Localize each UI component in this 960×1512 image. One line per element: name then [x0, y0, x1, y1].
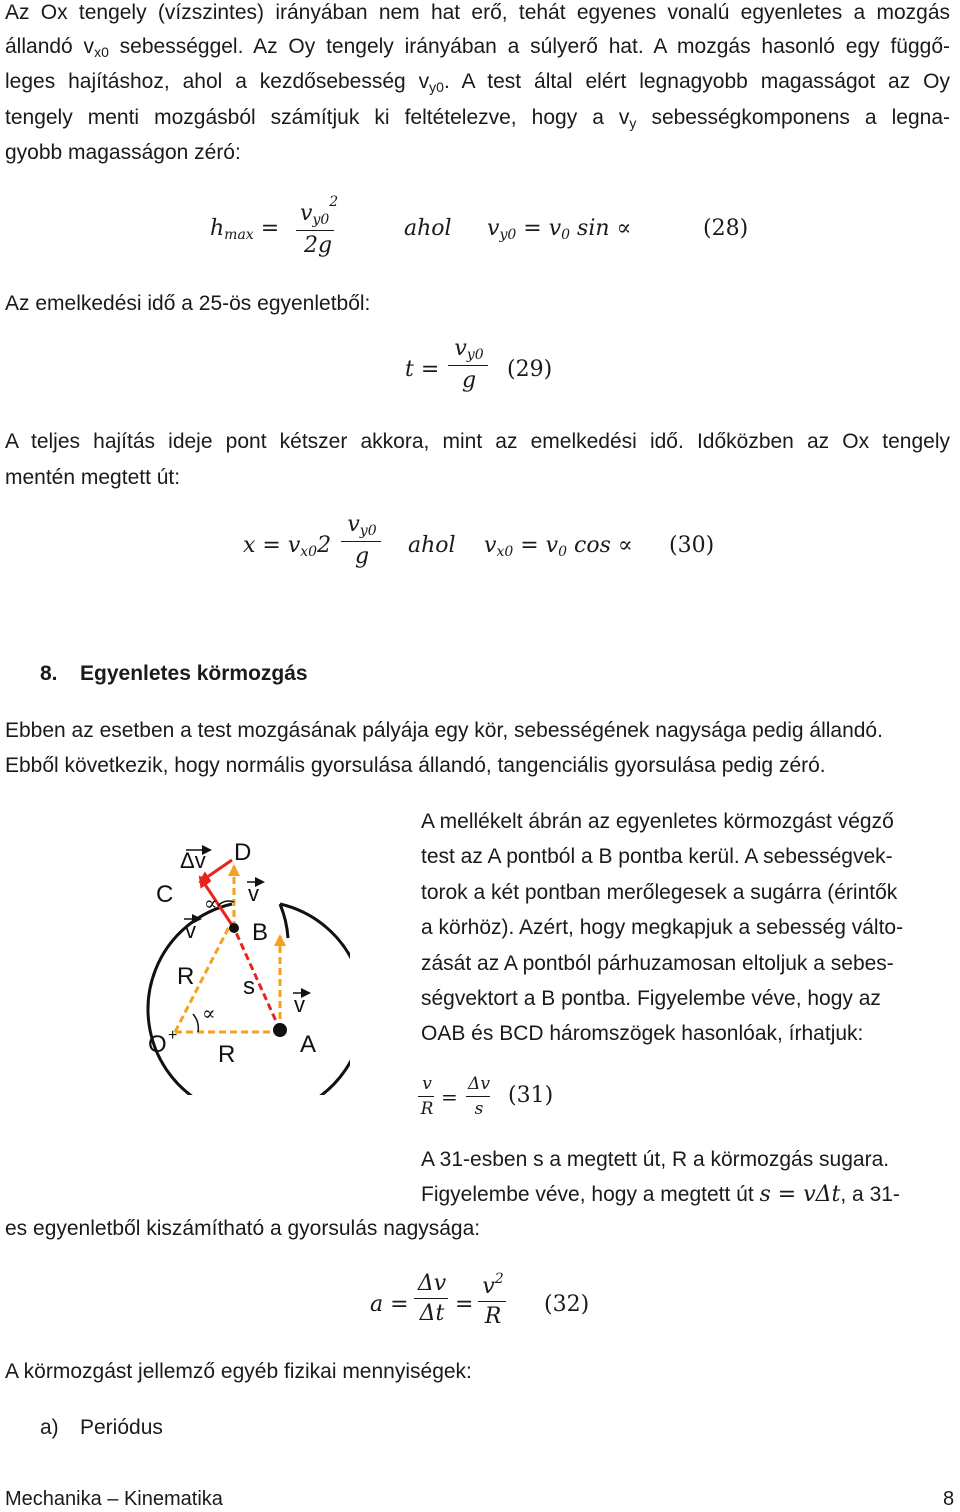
teljes-line-1: A teljes hajítás ideje pont kétszer akkora, mint az emelkedési idő. Időközben az Ox tengely: [5, 430, 950, 453]
eq32-fraction-2: $v^2$ R: [478, 1271, 508, 1329]
label-alpha-B: ∝: [204, 891, 218, 915]
circle-arc-right: [280, 904, 288, 938]
eq31-fraction-1: v R: [418, 1074, 436, 1119]
label-C: C: [156, 881, 174, 908]
list-item-text: Periódus: [80, 1416, 163, 1439]
intro-line-2: állandó $v_{x0}$ sebességgel. Az Oy tengely irányában a súlyerő hat. A mozgás hasonló egy függő-: [5, 35, 951, 60]
label-v-A: v: [294, 992, 305, 1017]
eq30-ahol: ahol: [408, 533, 456, 558]
eq29-fraction: $v_{y0}$ g: [448, 336, 490, 393]
label-B: B: [252, 919, 269, 946]
section-number: 8.: [40, 662, 58, 685]
eq28-lhs: $h_{max}$ =: [210, 216, 280, 243]
eq32-fraction-1: Δv Δt: [414, 1271, 450, 1326]
after31-line-1: A 31-esben s a megtett út, R a körmozgás sugara.: [421, 1148, 890, 1171]
intro-line-1: Az Ox tengely (vízszintes) irányában nem hat erő, tehát egyenes vonalú egyenletes a mozgás: [5, 1, 950, 24]
other-quantities-text: A körmozgást jellemző egyéb fizikai mennyiségek:: [5, 1360, 472, 1383]
circular-motion-figure: [130, 830, 350, 1095]
intro-line-4: tengely menti mozgásból számítjuk ki feltételezve, hogy a $v_y$ sebességkomponens a legna-: [5, 106, 950, 131]
intro-line-3: leges hajításhoz, ahol a kezdősebesség $v_{y0}$. A test által elért legnagyobb magasságot az Oy: [5, 70, 950, 95]
label-R-radius: R: [177, 963, 195, 990]
right-text-line: test az A pontból a B pontba kerül. A sebességvek-: [421, 845, 893, 868]
eq30-lhs: $x = v_{x0}2$: [243, 533, 332, 560]
emelk-text: Az emelkedési idő a 25-ös egyenletből:: [5, 292, 371, 315]
eq28-fraction: $v_{y0}^2$ 2g: [296, 194, 346, 258]
label-R-base: R: [218, 1041, 236, 1068]
right-text-line: A mellékelt ábrán az egyenletes körmozgást végző: [421, 810, 894, 833]
label-O: O: [148, 1031, 167, 1058]
eq29-number: (29): [507, 357, 553, 382]
intro-line-5: gyobb magasságon zéró:: [5, 141, 241, 164]
eq31-number: (31): [508, 1083, 554, 1108]
label-alpha-O: ∝: [202, 1001, 216, 1025]
eq30-number: (30): [669, 533, 715, 558]
section-text-line-1: Ebben az esetben a test mozgásának pályája egy kör, sebességének nagysága pedig állandó.: [5, 719, 883, 742]
point-B: [229, 923, 239, 933]
eq32-number: (32): [544, 1292, 590, 1317]
eq32-lhs: a =: [370, 1292, 409, 1317]
page-number: 8: [943, 1488, 955, 1510]
label-v-upper: v: [248, 881, 259, 906]
section-text-line-2: Ebből következik, hogy normális gyorsulása állandó, tangenciális gyorsulása pedig zéró.: [5, 754, 826, 777]
right-text-line: a körhöz). Azért, hogy megkapjuk a sebesség válto-: [421, 916, 904, 939]
after31-line-2: Figyelembe véve, hogy a megtett út s = vΔt, a 31-: [421, 1182, 900, 1207]
eq31-fraction-2: Δv s: [466, 1074, 492, 1119]
teljes-line-2: mentén megtett út:: [5, 466, 181, 489]
label-A: A: [300, 1031, 317, 1058]
label-v-left: v: [185, 918, 196, 943]
eq28-number: (28): [703, 216, 749, 241]
eq30-rhs: $v_{x0} = v_0$ cos ∝: [484, 533, 633, 560]
eq29-lhs: t =: [405, 357, 440, 382]
label-delta-v: Δv: [180, 848, 206, 873]
right-text-line: ségvektort a B pontba. Figyelembe véve, hogy az: [421, 987, 881, 1010]
right-text-line: OAB és BCD háromszögek hasonlóak, írhatjuk:: [421, 1022, 864, 1045]
eq28-ahol: ahol: [404, 216, 452, 241]
label-plus-O: +: [168, 1027, 178, 1044]
eq31-equals: =: [441, 1085, 458, 1109]
right-text-line: torok a két pontban merőlegesek a sugárra (érintők: [421, 881, 898, 904]
eq28-rhs: $v_{y0} = v_0$ sin ∝: [487, 216, 632, 243]
eq30-fraction: $v_{y0}$ g: [341, 512, 383, 569]
label-s: s: [243, 973, 255, 1000]
footer-title: Mechanika – Kinematika: [5, 1488, 223, 1510]
section-title: Egyenletes körmozgás: [80, 662, 308, 685]
angle-arc-O: [193, 1014, 198, 1032]
right-text-line: zását az A pontból párhuzamosan eltoljuk a sebes-: [421, 952, 894, 975]
after31-line-3: es egyenletből kiszámítható a gyorsulás nagysága:: [5, 1217, 481, 1240]
eq32-equals: =: [455, 1292, 474, 1317]
point-A: [273, 1023, 287, 1037]
label-D: D: [234, 839, 252, 866]
list-marker: a): [40, 1416, 59, 1439]
